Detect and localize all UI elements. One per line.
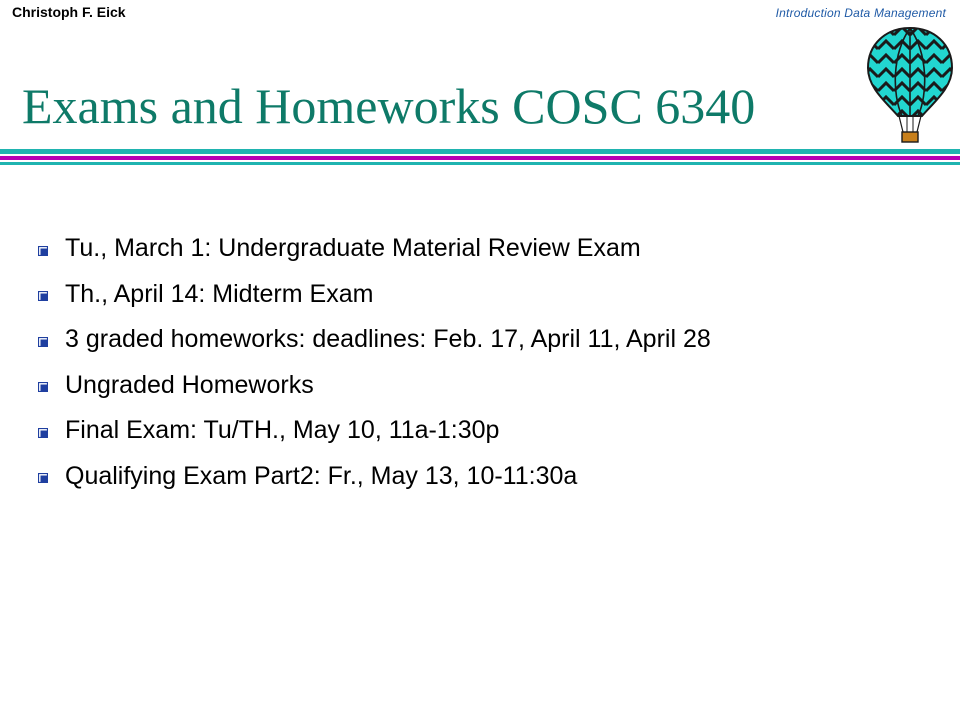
bullet-text: Qualifying Exam Part2: Fr., May 13, 10-11:30a [65, 461, 578, 490]
title-divider-magenta [0, 156, 960, 160]
list-item [38, 317, 711, 363]
list-item [38, 408, 711, 454]
square-bullet-icon [38, 246, 48, 256]
list-item [38, 454, 711, 500]
slide-title: Exams and Homeworks COSC 6340 [22, 78, 756, 134]
square-bullet-icon [38, 382, 48, 392]
list-item [38, 272, 711, 318]
title-divider-teal [0, 149, 960, 154]
course-name: Introduction Data Management [775, 6, 946, 20]
hot-air-balloon-icon [862, 24, 958, 146]
square-bullet-icon [38, 291, 48, 301]
list-item [38, 226, 711, 272]
title-divider-teal-lower [0, 162, 960, 165]
square-bullet-icon [38, 337, 48, 347]
square-bullet-icon [38, 473, 48, 483]
author-name: Christoph F. Eick [12, 4, 126, 20]
bullet-text: Final Exam: Tu/TH., May 10, 11a-1:30p [65, 416, 500, 445]
bullet-text: Ungraded Homeworks [65, 370, 314, 399]
bullet-text: Th., April 14: Midterm Exam [65, 279, 374, 308]
bullet-list [38, 226, 711, 499]
bullet-text: Tu., March 1: Undergraduate Material Review Exam [65, 234, 641, 263]
bullet-text: 3 graded homeworks: deadlines: Feb. 17, April 11, April 28 [65, 325, 711, 354]
list-item [38, 363, 711, 409]
square-bullet-icon [38, 428, 48, 438]
